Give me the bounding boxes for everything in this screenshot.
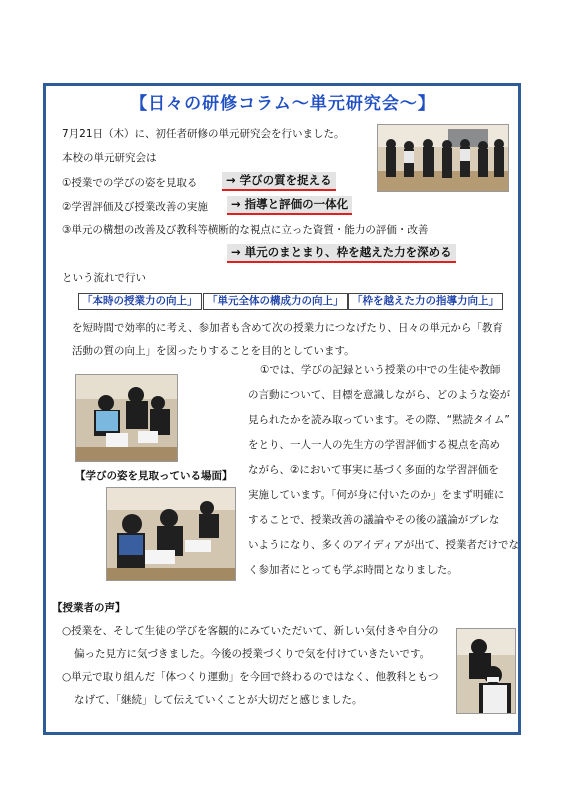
- photo-teachers: [456, 628, 516, 714]
- page-title: 【日々の研修コラム～単元研究会～】: [130, 94, 436, 114]
- intro-text: 7月21日（木）に、初任者研修の単元研究会を行いました。: [62, 128, 345, 140]
- flow-label: という流れで行い: [62, 272, 146, 284]
- body-line: の言動について、目標を意識しながら、どのような姿が: [248, 389, 511, 401]
- purpose-line-1: を短時間で効率的に考え、参加者も含めて次の授業力につなげたり、日々の単元から「教育: [72, 322, 503, 334]
- item-2-highlight: → 指導と評価の一体化: [227, 196, 352, 215]
- body-line: ながら、②において事実に基づく多面的な学習評価を: [248, 464, 499, 476]
- voice-line: ○授業を、そして生徒の学びを客観的にみていただいて、新しい気付きや自分の: [62, 625, 439, 637]
- purpose-line-2: 活動の質の向上」を図ったりすることを目的としています。: [72, 345, 355, 357]
- school-label: 本校の単元研究会は: [62, 152, 157, 164]
- photo-students-writing: [106, 487, 236, 581]
- goal-box-2: 「単元全体の構成力の向上」: [203, 293, 348, 310]
- body-line: ①では、学びの記録という授業の中での生徒や教師: [260, 364, 501, 376]
- photo-seated-students: [75, 374, 178, 462]
- body-line: することで、授業改善の議論やその後の議論がブレな: [248, 514, 500, 526]
- item-1-highlight: → 学びの質を捉える: [222, 172, 336, 191]
- voice-line: ○単元で取り組んだ「体つくり運動」を今回で終わるのではなく、他教科ともつ: [62, 671, 439, 683]
- goal-box-3: 「枠を越えた力の指導力向上」: [348, 293, 503, 310]
- item-1-text: ①授業での学びの姿を見取る: [62, 177, 198, 189]
- item-2-text: ②学習評価及び授業改善の実施: [62, 201, 208, 213]
- voice-line: なげて、「継続」して伝えていくことが大切だと感じました。: [74, 694, 363, 706]
- photo-classroom-standing: [377, 124, 509, 192]
- body-paragraph: [248, 358, 519, 583]
- body-line: 実施しています。「何が身に付いたのか」をまず明確に: [248, 489, 505, 501]
- item-3-text: ③単元の構想の改善及び教科等横断的な視点に立った資質・能力の評価・改善: [62, 224, 429, 236]
- body-line: く参加者にとっても学ぶ時間となりました。: [248, 564, 458, 576]
- item-3-highlight: → 単元のまとまり、枠を越えた力を深める: [227, 244, 456, 263]
- photo-caption: 【学びの姿を見取っている場面】: [75, 470, 233, 482]
- voice-line: 偏った見方に気づきました。今後の授業づくりで気を付けていきたいです。: [74, 648, 431, 660]
- voice-heading: 【授業者の声】: [52, 602, 126, 614]
- goal-box-1: 「本時の授業力の向上」: [78, 293, 202, 310]
- voices-block: [62, 620, 438, 712]
- body-line: 見られたかを読み取っています。その際、“黙読タイム”: [248, 414, 510, 426]
- body-line: いようになり、多くのアイディアが出て、授業者だけでな: [248, 539, 520, 551]
- body-line: をとり、一人一人の先生方の学習評価する視点を高め: [248, 439, 500, 451]
